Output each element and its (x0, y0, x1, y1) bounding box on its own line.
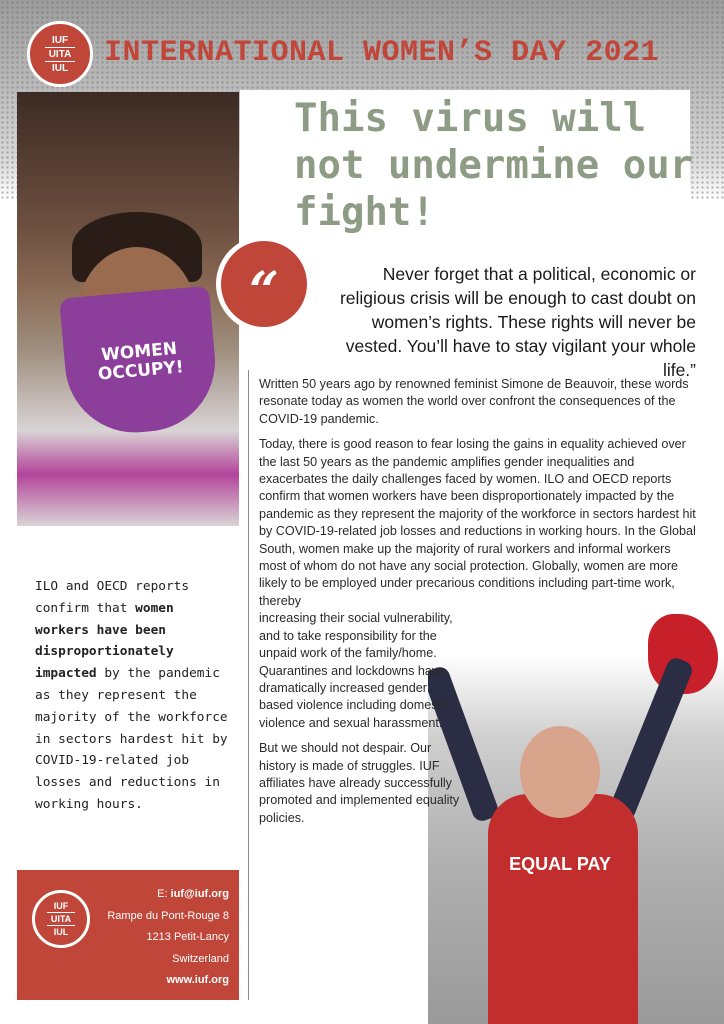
logo-line-2: UITA (45, 47, 76, 62)
website-link-text[interactable]: www.iuf.org (166, 974, 229, 986)
website-link[interactable] (107, 970, 229, 992)
logo-line-3: IUL (51, 62, 69, 74)
sidebar-quote-start: ILO and OECD reports confirm that (35, 579, 190, 616)
contact-country: Switzerland (172, 952, 229, 965)
body-paragraph-2-narrow: increasing their social vulnerability, and to take responsibility for the unpaid work of the family/home. Quarantines and lockdowns have dramatically increased gender based violence including domestic violence and sexual harassment. (259, 611, 453, 730)
iuf-logo (27, 21, 93, 87)
mask-text: WOMEN OCCUPY! (59, 286, 221, 439)
contact-email-line (107, 884, 229, 906)
email-label: E: (157, 888, 171, 900)
contact-logo-line-1: IUF (53, 901, 69, 911)
sidebar-quote-bold: women workers have been disproportionately impacted (35, 600, 174, 682)
headline: This virus will not undermine our fight! (294, 96, 694, 235)
contact-city: 1213 Petit-Lancy (146, 931, 229, 943)
contact-details (107, 884, 229, 992)
pull-quote: Never forget that a political, economic or religious crisis will be enough to cast doubt on women’s rights. These rights will never be vested. You’ll have to stay vigilant your whole life.” (339, 264, 696, 380)
body-paragraph-2 (259, 436, 699, 610)
email-link[interactable]: iuf@iuf.org (170, 888, 229, 900)
contact-logo-line-3: IUL (53, 927, 69, 937)
shirt-text: EQUAL PAY (509, 854, 611, 874)
body-paragraph-2-wide: Today, there is good reason to fear losing the gains in equality achieved over the last 50 years as the pandemic amplifies gender inequalities and exacerbates the daily challenges faced by women. ILO and OECD reports confirm that women workers have been disproportionately impacted by the pandemic as they represent the majority of the workforce in sectors hardest hit by COVID-19-related job losses and reductions in working hours. In the Global South, women make up the majority of rural workers and informal workers most of whom do not have any social protection. Globally, women are more likely to be employed under precarious conditions including part-time work, thereby (259, 437, 696, 608)
body-paragraph-3: But we should not despair. Our history is made of struggles. IUF affiliates have already successfully promoted and implemented equality policies. (259, 741, 460, 825)
quote-mark-icon: “ (216, 236, 312, 332)
contact-logo (32, 890, 90, 948)
contact-box (17, 870, 239, 1000)
sidebar-quote-end: by the pandemic as they represent the majority of the workforce in sectors hardest hit by COVID-19-related job losses and reductions in working hours. (35, 666, 228, 812)
sidebar-quote (35, 576, 235, 816)
contact-street: Rampe du Pont-Rouge 8 (107, 909, 229, 922)
column-divider (248, 370, 249, 1000)
photo-woman-mask (17, 92, 239, 526)
article-body (259, 376, 699, 835)
contact-logo-line-2: UITA (47, 912, 75, 926)
body-paragraph-1: Written 50 years ago by renowned feminist Simone de Beauvoir, these words resonate today as women the world over confront the consequences of the COVID-19 pandemic. (259, 377, 689, 426)
page-title: INTERNATIONAL WOMEN’S DAY 2021 (104, 36, 660, 70)
logo-line-1: IUF (51, 34, 69, 46)
